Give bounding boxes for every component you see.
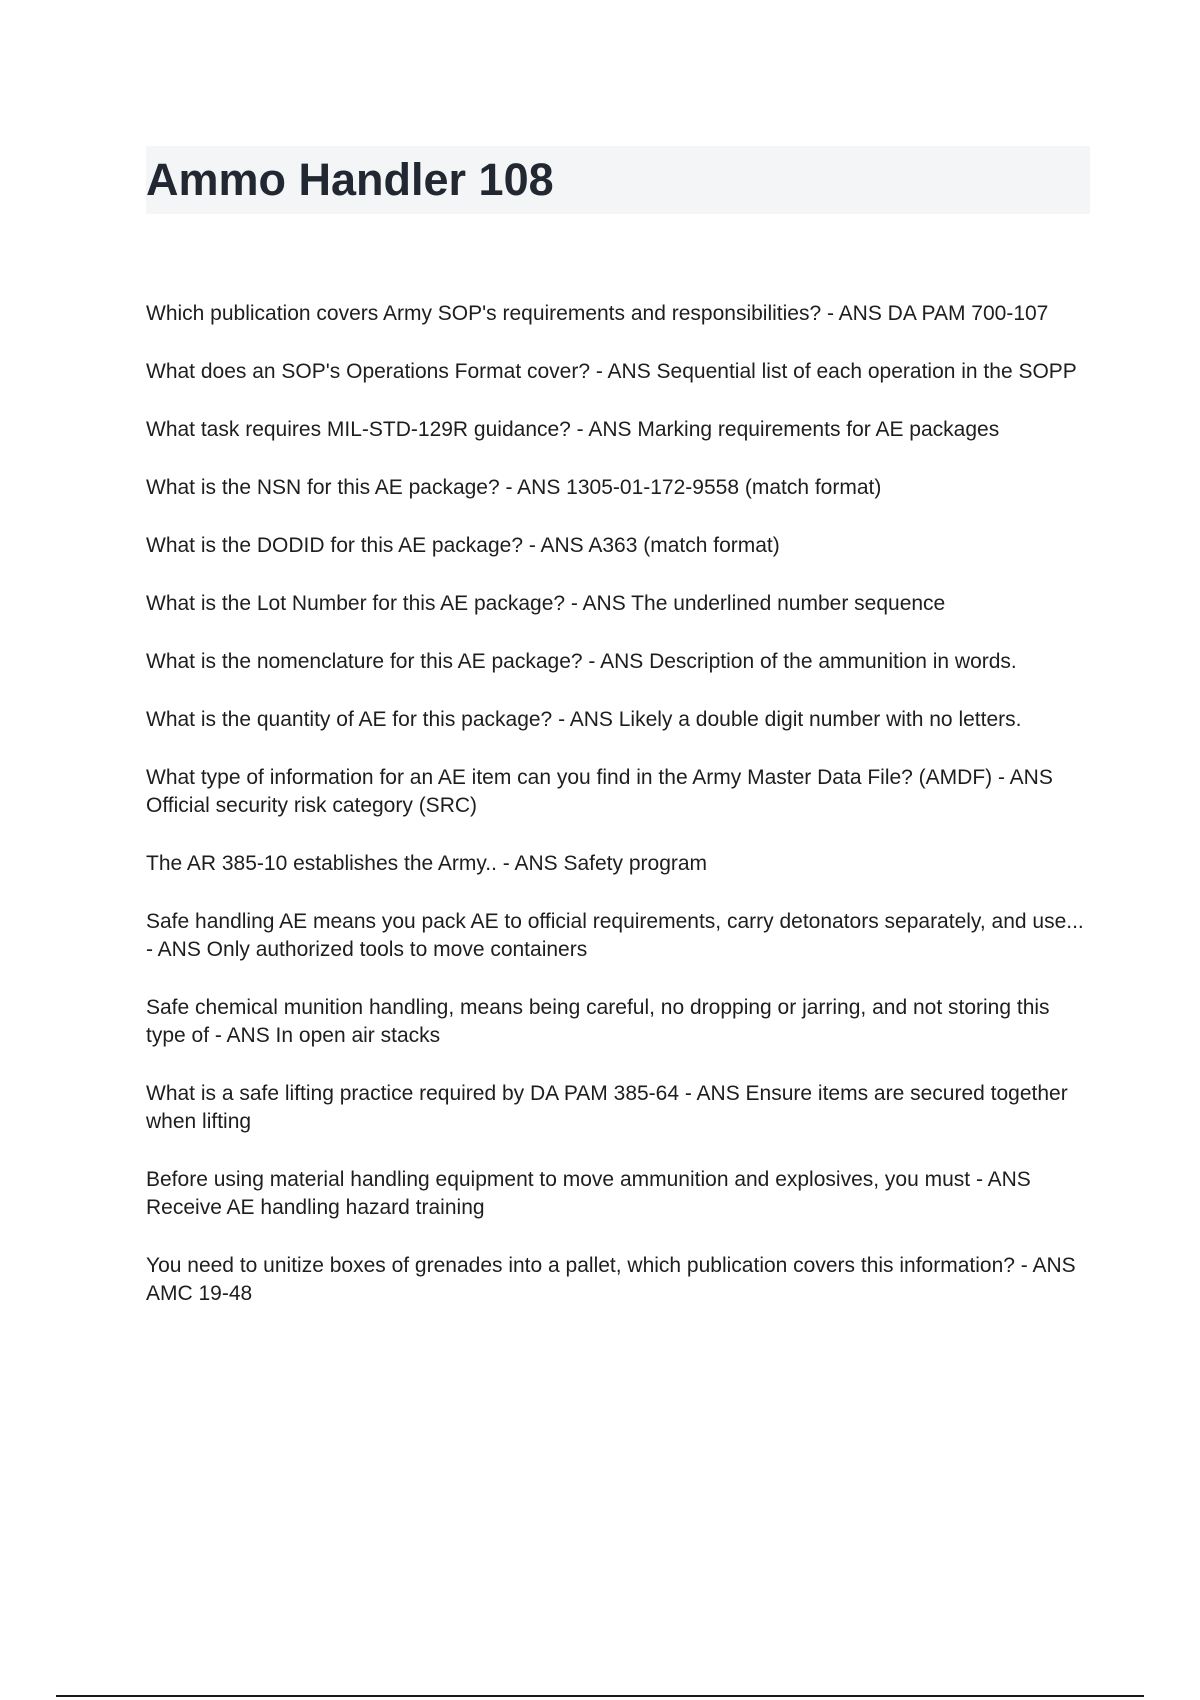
qa-item: What is the Lot Number for this AE package? - ANS The underlined number sequence <box>146 592 946 615</box>
qa-item: What is the NSN for this AE package? - ANS 1305-01-172-9558 (match format) <box>146 476 882 499</box>
footer-divider <box>56 1695 1144 1697</box>
qa-item: Safe chemical munition handling, means being careful, no dropping or jarring, and not storing this type of - ANS In open air stacks <box>146 996 1050 1047</box>
qa-item: Which publication covers Army SOP's requirements and responsibilities? - ANS DA PAM 700-107 <box>146 302 1049 325</box>
qa-item: What is the DODID for this AE package? - ANS A363 (match format) <box>146 534 780 557</box>
page-title: Ammo Handler 108 <box>146 154 554 205</box>
qa-item: Before using material handling equipment to move ammunition and explosives, you must - ANS Receive AE handling hazard training <box>146 1168 1031 1219</box>
qa-item: What is a safe lifting practice required by DA PAM 385-64 - ANS Ensure items are secured together when lifting <box>146 1082 1068 1133</box>
qa-item: What is the quantity of AE for this package? - ANS Likely a double digit number with no letters. <box>146 708 1022 731</box>
qa-item: You need to unitize boxes of grenades into a pallet, which publication covers this information? - ANS AMC 19-48 <box>146 1254 1076 1305</box>
qa-item: What does an SOP's Operations Format cover? - ANS Sequential list of each operation in the SOPP <box>146 360 1077 383</box>
title-banner <box>146 146 1090 214</box>
qa-item: What type of information for an AE item can you find in the Army Master Data File? (AMDF) - ANS Official security risk category (SRC) <box>146 766 1053 817</box>
qa-item: The AR 385-10 establishes the Army.. - ANS Safety program <box>146 852 708 875</box>
qa-item: What is the nomenclature for this AE package? - ANS Description of the ammunition in words. <box>146 650 1017 673</box>
qa-list <box>146 300 1090 1338</box>
qa-item: Safe handling AE means you pack AE to official requirements, carry detonators separately, and use... - ANS Only authorized tools to move containers <box>146 910 1084 961</box>
qa-item: What task requires MIL-STD-129R guidance? - ANS Marking requirements for AE packages <box>146 418 1000 441</box>
